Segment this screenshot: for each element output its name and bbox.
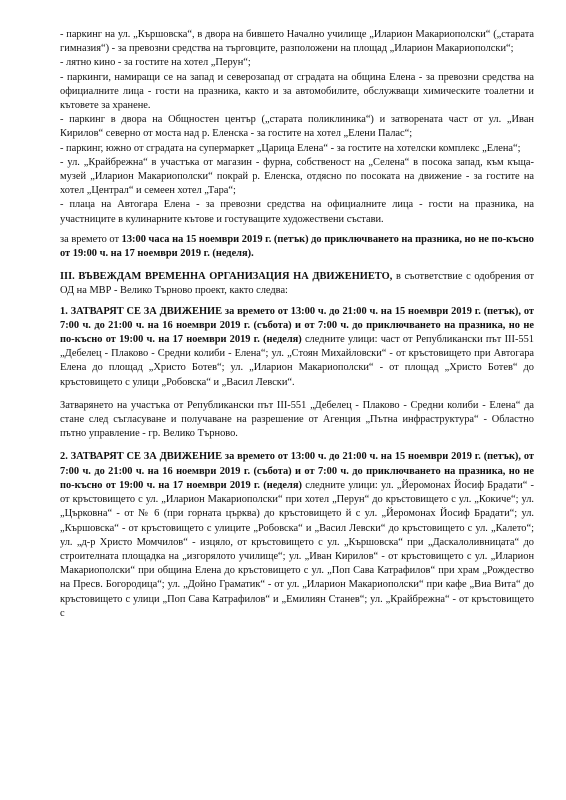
list-item: - паркинг в двора на Общностен център („старата поликлиника“) и затворената част от ул. „Иван Кирилов“ северно от моста над р. Еленска - за гостите на хотел „Елени Палас“; <box>60 114 534 140</box>
section-3-title: III. ВЪВЕЖДАМ ВРЕМЕННА ОРГАНИЗАЦИЯ НА ДВИЖЕНИЕТО, <box>60 271 393 283</box>
item-2-text: следните улици: ул. „Йеромонах Йосиф Брадати“ - от кръстовището с ул. „Иларион Макариополски“ при хотел „Перун“ до кръстовището с ул. „Кокиче“; ул. „Църковна“ - от № 6 (при горната църква) до кръстовището й с ул. „Йеромонах Йосиф Брадати“; ул. „Кършовска“ - от кръстовището с улиците „Робовска“ и „Васил Левски“ до кръстовището с ул. „Калето“; ул. „д-р Христо Момчилов“ - изцяло, от кръстовището с ул. „Кършовска“ при „Даскалоливницата“ до строителната площадка на „изгорялото училище“; ул. „Иван Кирилов“ - от кръстовището с ул. „Иларион Макариополски“ при община Елена до кръстовището с ул. „Поп Сава Катрафилов“ при храм „Рождество на Пресв. Богородица“; ул. „Дойно Граматик“ - от ул. „Иларион Макариополски“ при кафе „Виа Вита“ до кръстовището с улици „Поп Сава Катрафилов“ и „Емилиян Станев“; ул. „Крайбрежна“ - от кръстовището с <box>60 479 535 619</box>
item-1-paragraph <box>60 305 534 390</box>
list-item: - ул. „Крайбрежна“ в участъка от магазин - фурна, собственост на „Селена“ в посока запад, към къща-музей „Иларион Макариополски“ покрай р. Еленска, отдясно по посоката на движение - за гостите на хотел „Централ“ и семеен хотел „Тара“; <box>60 156 534 197</box>
list-item: - плаца на Автогара Елена - за превозни средства на официалните лица - гости на празника, на участниците в кулинарните кътове и гостуващите художествени състави. <box>60 199 534 225</box>
parking-list <box>60 28 534 227</box>
item-1-note: Затварянето на участъка от Републикански път III-551 „Дебелец - Плаково - Средни колиби - Елена“ да стане след съгласуване и получаване на разрешение от Агенция „Пътна инфраструктура“ - Областно пътно управление - гр. Велико Търново. <box>60 399 534 440</box>
list-item: - паркинг, южно от сградата на супермаркет „Царица Елена“ - за гостите на хотелски комплекс „Елена“; <box>60 142 521 154</box>
item-2-bold: 2. ЗАТВАРЯТ СЕ ЗА ДВИЖЕНИЕ за времето от 13:00 ч. до 21:00 ч. на 15 ноември 2019 г. (петък), от 7:00 ч. до 21:00 ч. на 16 ноември 2019 г. (събота) и от 7:00 ч. до приключването на празника, но не по-късно от 19:00 ч. на 17 ноември 2019 г. (неделя) <box>60 451 534 491</box>
list-item: - лятно кино - за гостите на хотел „Перун“; <box>60 57 251 69</box>
list-item: - паркинги, намиращи се на запад и северозапад от сградата на община Елена - за превозни средства на официалните лица - гости на празника, както и за автомобилите, обслужващи химическите тоалетни и кътовете за хранене. <box>60 71 534 112</box>
period-paragraph <box>60 233 534 261</box>
section-3-text: в съответствие с одобрения от ОД на МВР - Велико Търново проект, както следва: <box>60 271 534 297</box>
list-item: - паркинг на ул. „Кършовска“, в двора на бившето Начално училище „Иларион Макариополски“ („старата гимназия“) - за превозни средства на търговците, разположени на площад „Иларион Макариополски“; <box>60 29 534 55</box>
period-bold: 13:00 часа на 15 ноември 2019 г. (петък) до приключването на празника, но не по-късно от 19:00 ч. на 17 ноември 2019 г. (неделя). <box>60 233 535 260</box>
item-1-bold: 1. ЗАТВАРЯТ СЕ ЗА ДВИЖЕНИЕ за времето от 13:00 ч. до 21:00 ч. на 15 ноември 2019 г. (петък), от 7:00 ч. до 21:00 ч. на 16 ноември 2019 г. (събота) и от 7:00 ч. до приключването на празника, но не по-късно от 19:00 ч. на 17 ноември 2019 г. (неделя) <box>60 305 534 346</box>
item-1-text: следните улици: част от Републикански път III-551 „Дебелец - Плаково - Средни колиби - Елена“; ул. „Стоян Михайловски“ - от кръстовището при Автогара Елена до площад „Христо Ботев“; ул. „Иларион Макариополски“ - от площад „Христо Ботев“ до кръстовището с улици „Робовска“ и „Васил Левски“. <box>60 334 534 388</box>
item-2-paragraph <box>60 450 534 620</box>
period-intro: за времето от <box>60 233 122 245</box>
section-3-heading <box>60 270 534 298</box>
